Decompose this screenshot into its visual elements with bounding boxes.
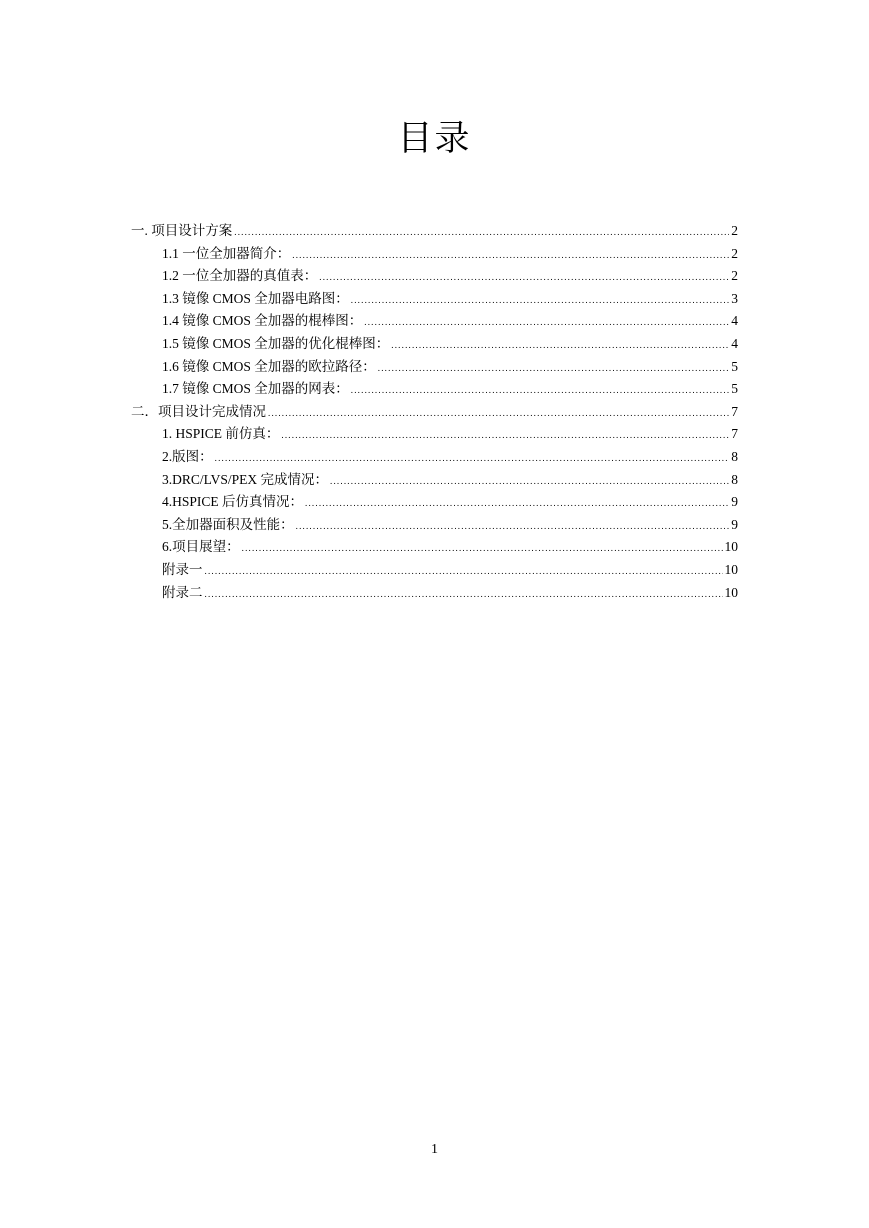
toc-entry-text: 6.项目展望： bbox=[162, 539, 240, 555]
toc-entry[interactable] bbox=[131, 514, 738, 537]
toc-dot-leader bbox=[292, 244, 729, 266]
toc-entry[interactable] bbox=[131, 401, 738, 424]
toc-entry-page-number: 10 bbox=[724, 561, 738, 577]
toc-entry-text: 1. HSPICE 前仿真： bbox=[162, 426, 280, 442]
toc-entry[interactable] bbox=[131, 220, 738, 243]
toc-dot-leader bbox=[281, 424, 729, 446]
toc-entry[interactable] bbox=[131, 536, 738, 559]
toc-entry[interactable] bbox=[131, 423, 738, 446]
toc-entry-text: 1.4 镜像 CMOS 全加器的棍棒图： bbox=[162, 313, 363, 329]
toc-entry-page-number: 2 bbox=[731, 223, 738, 238]
toc-entry[interactable] bbox=[131, 310, 738, 333]
toc-entry-text: 附录二 bbox=[162, 584, 203, 600]
toc-entry-page-number: 8 bbox=[731, 471, 738, 487]
toc-entry-page-number: 5 bbox=[731, 381, 738, 397]
toc-entry-page-number: 8 bbox=[731, 448, 738, 464]
toc-entry-text: 1.2 一位全加器的真值表： bbox=[162, 268, 318, 284]
toc-entry[interactable] bbox=[131, 469, 738, 492]
toc-entry-page-number: 2 bbox=[731, 268, 738, 284]
toc-entry[interactable] bbox=[131, 582, 738, 605]
toc-dot-leader bbox=[305, 492, 729, 514]
table-of-contents bbox=[131, 220, 738, 604]
toc-dot-leader bbox=[351, 289, 729, 311]
toc-entry-text: 3.DRC/LVS/PEX 完成情况： bbox=[162, 471, 329, 487]
toc-entry-text: 1.5 镜像 CMOS 全加器的优化棍棒图： bbox=[162, 335, 390, 351]
toc-title: 目录 bbox=[397, 119, 472, 159]
toc-entry[interactable] bbox=[131, 265, 738, 288]
toc-dot-leader bbox=[296, 515, 730, 537]
toc-entry-page-number: 7 bbox=[731, 426, 738, 442]
toc-dot-leader bbox=[391, 334, 729, 356]
toc-entry-page-number: 7 bbox=[731, 403, 738, 419]
toc-dot-leader bbox=[330, 470, 729, 492]
toc-entry-page-number: 9 bbox=[731, 494, 738, 510]
toc-dot-leader bbox=[268, 402, 729, 424]
toc-dot-leader bbox=[205, 560, 723, 582]
toc-entry-text: 二．项目设计完成情况 bbox=[131, 403, 266, 419]
toc-entry-page-number: 3 bbox=[731, 290, 738, 306]
toc-entry[interactable] bbox=[131, 559, 738, 582]
toc-dot-leader bbox=[215, 447, 730, 469]
toc-dot-leader bbox=[319, 266, 729, 288]
toc-dot-leader bbox=[378, 357, 729, 379]
toc-entry-page-number: 4 bbox=[731, 313, 738, 329]
toc-dot-leader bbox=[205, 583, 723, 605]
toc-dot-leader bbox=[351, 379, 729, 401]
toc-entry[interactable] bbox=[131, 288, 738, 311]
toc-entry[interactable] bbox=[131, 491, 738, 514]
toc-entry-text: 2.版图： bbox=[162, 448, 213, 464]
toc-entry-text: 附录一 bbox=[162, 561, 203, 577]
toc-entry-page-number: 10 bbox=[724, 539, 738, 555]
toc-entry[interactable] bbox=[131, 333, 738, 356]
toc-entry-text: 1.1 一位全加器简介： bbox=[162, 245, 291, 261]
toc-entry[interactable] bbox=[131, 446, 738, 469]
toc-entry[interactable] bbox=[131, 243, 738, 266]
toc-entry[interactable] bbox=[131, 356, 738, 379]
toc-entry-text: 4.HSPICE 后仿真情况： bbox=[162, 494, 304, 510]
page-number: 1 bbox=[431, 1142, 438, 1157]
toc-entry-text: 5.全加器面积及性能： bbox=[162, 516, 294, 532]
toc-dot-leader bbox=[242, 537, 723, 559]
toc-entry-page-number: 5 bbox=[731, 358, 738, 374]
toc-dot-leader bbox=[234, 221, 729, 243]
toc-entry-page-number: 10 bbox=[724, 584, 738, 600]
toc-dot-leader bbox=[364, 311, 729, 333]
toc-entry-text: 1.7 镜像 CMOS 全加器的网表： bbox=[162, 381, 349, 397]
toc-entry-page-number: 4 bbox=[731, 335, 738, 351]
toc-entry-page-number: 2 bbox=[731, 245, 738, 261]
toc-entry-text: 1.6 镜像 CMOS 全加器的欧拉路径： bbox=[162, 358, 376, 374]
toc-entry[interactable] bbox=[131, 378, 738, 401]
toc-entry-text: 1.3 镜像 CMOS 全加器电路图： bbox=[162, 290, 349, 306]
toc-entry-page-number: 9 bbox=[731, 516, 738, 532]
toc-entry-text: 一. 项目设计方案 bbox=[131, 223, 233, 238]
